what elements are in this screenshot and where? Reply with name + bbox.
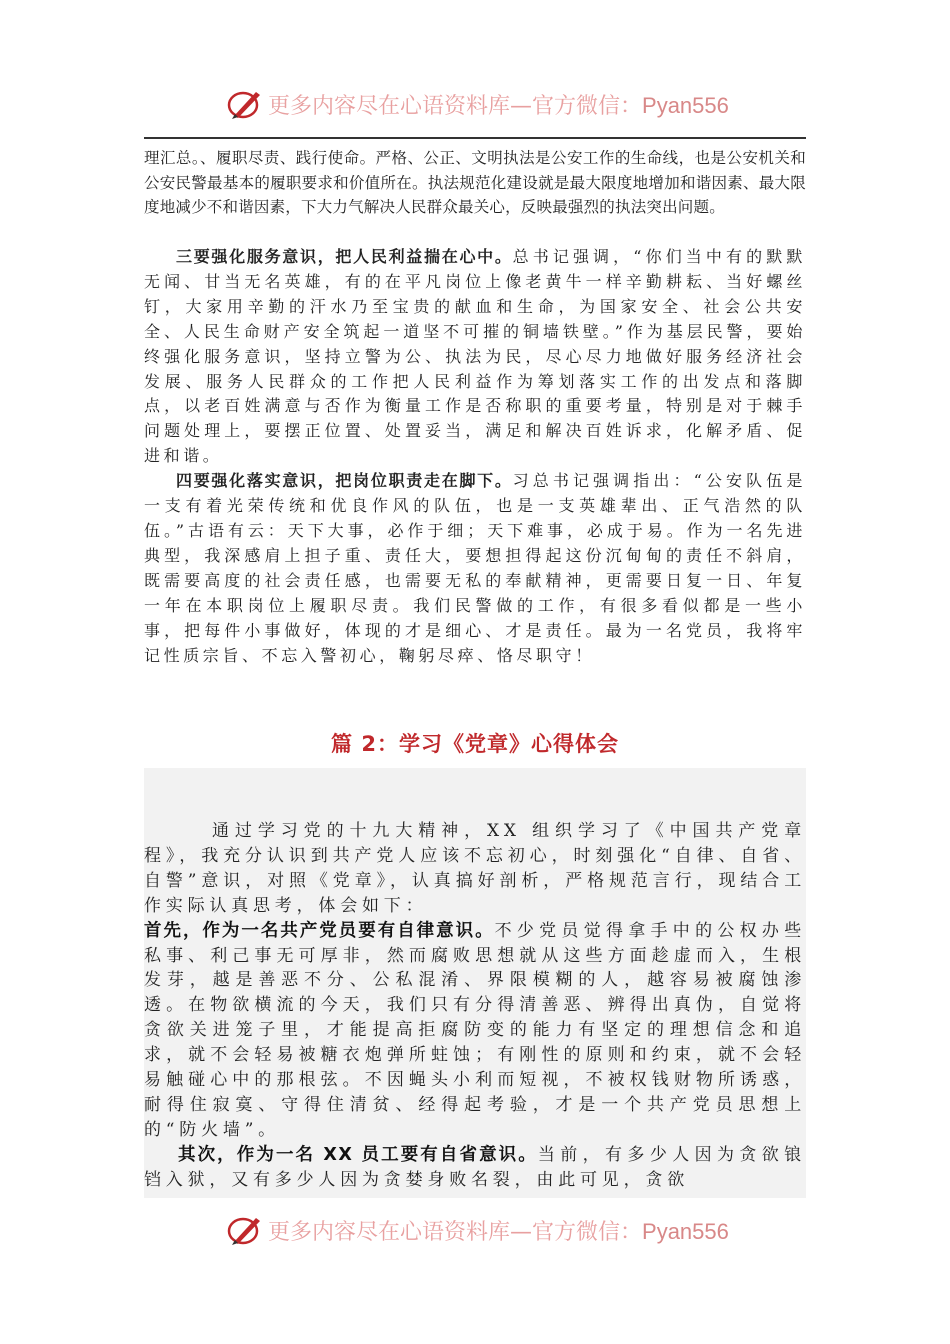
- point-body: 总书记强调，“你们当中有的默默无闻、甘当无名英雄，有的在平凡岗位上像老黄牛一样辛勤耕耘、当好螺丝钉，大家用辛勤的汗水乃至宝贵的献血和生命，为国家安全、社会公共安全、人民生命财产安全筑起一道坚不可摧的铜墙铁壁。”作为基层民警，要始终强化服务意识，坚持立警为公、执法为民，尽心尽力地做好服务经济社会发展、服务人民群众的工作把人民利益作为筹划落实工作的出发点和落脚点，以老百姓满意与否作为衡量工作是否称职的重要考量，特别是对于棘手问题处理上，要摆正位置、处置妥当，满足和解决百姓诉求，化解矛盾、促进和谐。: [144, 247, 806, 466]
- point-heading: 四要强化落实意识，把岗位职责走在脚下。: [176, 471, 513, 491]
- paragraph-second: [144, 1143, 806, 1193]
- header-divider: [144, 137, 806, 139]
- pen-logo-icon: [226, 1212, 264, 1248]
- article-title: 篇 2：学习《党章》心得体会: [331, 732, 619, 756]
- header-banner: [0, 84, 950, 124]
- point-heading: 首先，作为一名共产党员要有自律意识。: [144, 920, 495, 941]
- paragraph-point-three: [144, 245, 806, 469]
- point-heading: 三要强化服务意识，把人民利益揣在心中。: [176, 247, 513, 266]
- banner-text: 更多内容尽在心语资料库—官方微信：Pyan556: [268, 92, 729, 119]
- paragraph: 理汇总。、履职尽责、践行使命。严格、公正、文明执法是公安工作的生命线，也是公安机关和公安民警最基本的履职要求和价值所在。执法规范化建设就是最大限度地增加和谐因素、最大限度地减少不和谐因素，下大力气解决人民群众最关心，反映最强烈的执法突出问题。: [144, 149, 806, 216]
- point-heading: 其次，作为一名 XX 员工要有自省意识。: [178, 1144, 538, 1165]
- point-body: 习总书记强调指出：“公安队伍是一支有着光荣传统和优良作风的队伍，也是一支英雄辈出、正气浩然的队伍。”古语有云：天下大事，必作于细；天下难事，必成于易。作为一名先进典型，我深感肩上担子重、责任大，要想担得起这份沉甸甸的责任不斜肩，既需要高度的社会责任感，也需要无私的奉献精神，更需要日复一日、年复一年在本职岗位上履职尽责。我们民警做的工作，有很多看似都是一些小事，把每件小事做好，体现的才是细心、才是责任。最为一名党员，我将牢记性质宗旨、不忘入警初心，鞠躬尽瘁、恪尽职守！: [144, 471, 806, 665]
- point-body: 不少党员觉得拿手中的公权办些私事、利己事无可厚非，然而腐败思想就从这些方面趁虚而入，生根发芽，越是善恶不分、公私混淆、界限模糊的人，越容易被腐蚀渗透。在物欲横流的今天，我们只有分得清善恶、辨得出真伪，自觉将贪欲关进笼子里，才能提高拒腐防变的能力有坚定的理想信念和追求，就不会轻易被糖衣炮弹所蛀蚀；有刚性的原则和约束，就不会轻易触碰心中的那根弦。不因蝇头小利而短视，不被权钱财物所诱惑，耐得住寂寞、守得住清贫、经得起考验，才是一个共产党员思想上的“防火墙”。: [144, 920, 806, 1140]
- footer-banner: [0, 1210, 950, 1250]
- wechat-id: Pyan556: [642, 1218, 729, 1244]
- point-body: 当前，有多少人因为贪欲锒铛入狱，又有多少人因为贪婪身败名裂，由此可见，贪欲: [144, 1144, 806, 1190]
- banner-text: 更多内容尽在心语资料库—官方微信：Pyan556: [268, 1218, 729, 1245]
- section-continuation: [144, 146, 806, 220]
- section-points: [144, 245, 806, 668]
- paragraph-first: [144, 919, 806, 1143]
- pen-logo-icon: [226, 86, 264, 122]
- intro-paragraph: 通过学习党的十九大精神，XX 组织学习了《中国共产党章程》，我充分认识到共产党人应该不忘初心，时刻强化“自律、自省、自警”意识，对照《党章》，认真搞好剖析，严格规范言行，现结合工作实际认真思考，体会如下：: [144, 821, 806, 916]
- article-body: [144, 819, 806, 1193]
- wechat-id: Pyan556: [642, 92, 729, 118]
- paragraph-point-four: [144, 469, 806, 668]
